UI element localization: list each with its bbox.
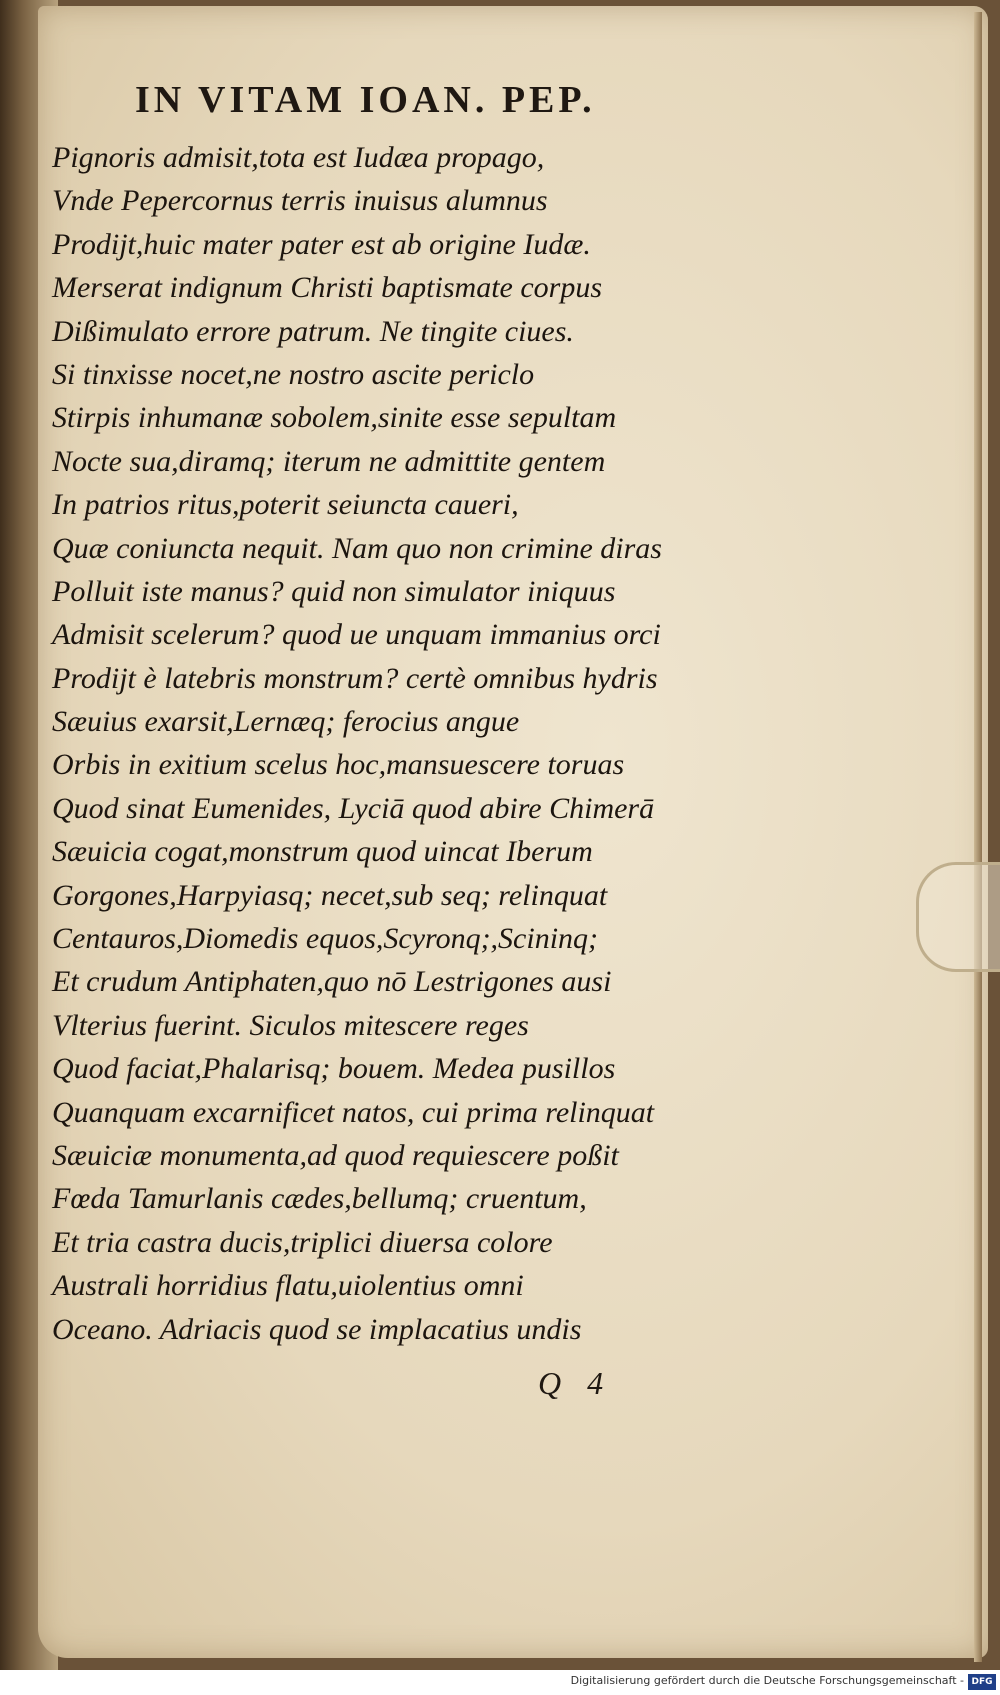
verse-line: Nocte sua,diramq; iterum ne admittite gentem: [52, 444, 606, 478]
verse-list: [52, 136, 742, 1351]
verse-line: Polluit iste manus? quid non simulator iniquus: [52, 574, 616, 608]
verse-line: Quæ coniuncta nequit. Nam quo non crimine diras: [52, 531, 662, 565]
footer-bar: [0, 1670, 1000, 1695]
signature-letter: Q: [538, 1365, 588, 1401]
verse-line: Oceano. Adriacis quod se implacatius undis: [52, 1312, 582, 1346]
verse-line: Vnde Pepercornus terris inuisus alumnus: [52, 184, 548, 218]
verse-line: Quod faciat,Phalarisq; bouem. Medea pusillos: [52, 1052, 616, 1086]
running-title: IN VITAM IOAN. PEP.: [135, 79, 596, 121]
footer-credit: Digitalisierung gefördert durch die Deutsche Forschungsgemeinschaft -: [570, 1674, 964, 1687]
verse-line: Quanquam excarnificet natos, cui prima relinquat: [52, 1095, 655, 1129]
signature-mark: [538, 1365, 629, 1402]
verse-line: In patrios ritus,poterit seiuncta caueri,: [52, 488, 519, 522]
verse-line: Sæuicia cogat,monstrum quod uincat Iberum: [52, 835, 593, 869]
verse-line: Merserat indignum Christi baptismate corpus: [52, 271, 603, 305]
verse-line: Centauros,Diomedis equos,Scyronq;,Scininq;: [52, 922, 599, 956]
verse-line: Orbis in exitium scelus hoc,mansuescere toruas: [52, 748, 625, 782]
verse-line: Et crudum Antiphaten,quo nō Lestrigones ausi: [52, 965, 612, 999]
verse-line: Sæuius exarsit,Lernæq; ferocius angue: [52, 705, 520, 739]
verse-line: Et tria castra ducis,triplici diuersa colore: [52, 1225, 553, 1259]
verse-line: Si tinxisse nocet,ne nostro ascite periclo: [52, 357, 535, 391]
verse-line: Admisit scelerum? quod ue unquam immanius orci: [52, 618, 661, 652]
verse-line: Vlterius fuerint. Siculos mitescere reges: [52, 1008, 529, 1042]
verse-line: Pignoris admisit,tota est Iudæa propago,: [52, 141, 545, 174]
verse-line: Stirpis inhumanæ sobolem,sinite esse sepultam: [52, 401, 617, 435]
verse-line: Sæuiciæ monumenta,ad quod requiescere poßit: [52, 1138, 619, 1172]
verse-line: Dißimulato errore patrum. Ne tingite ciues.: [52, 314, 574, 348]
verse-line: Fœda Tamurlanis cædes,bellumq; cruentum,: [52, 1182, 587, 1216]
page-clip: [916, 862, 1000, 972]
page-edge: [974, 12, 982, 1662]
verse-line: Australi horridius flatu,uiolentius omni: [52, 1269, 524, 1303]
verse-line: Prodijt,huic mater pater est ab origine Iudæ.: [52, 227, 591, 261]
signature-number: 4: [587, 1365, 630, 1401]
dfg-logo-icon: DFG: [968, 1674, 996, 1690]
verse-line: Gorgones,Harpyiasq; necet,sub seq; relinquat: [52, 878, 608, 912]
verse-line: Quod sinat Eumenides, Lyciā quod abire Chimerā: [52, 791, 655, 825]
verse-line: Prodijt è latebris monstrum? certè omnibus hydris: [52, 661, 658, 695]
